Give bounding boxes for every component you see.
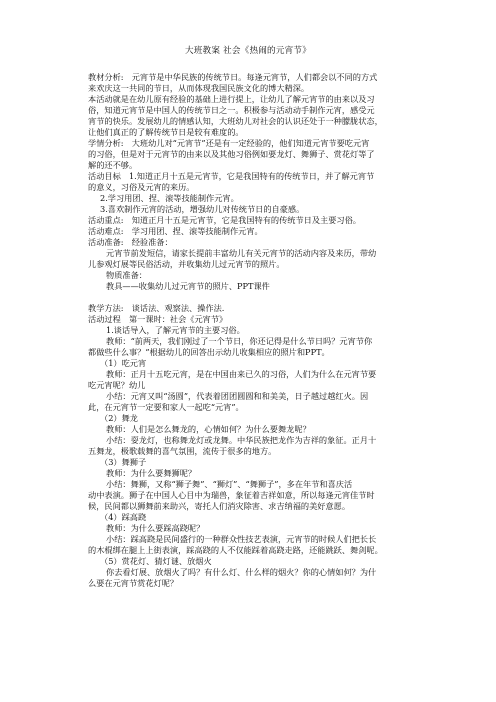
document-title: 大班教案 社会《热闹的元宵节》 bbox=[184, 46, 312, 56]
body-line: 活动准备: 经验准备： bbox=[88, 237, 173, 247]
body-line: 的习俗，但是对于元宵节的由来以及其他习俗例如要龙灯、舞狮子、赏花灯等了 bbox=[88, 149, 375, 159]
body-line: 五舞龙，极歌载舞的喜气氛围，流传于很多的地方。 bbox=[88, 446, 277, 456]
body-line: 的木棍绑在腿上上街表演，踩高跷的人不仅能踩着高跷走路，还能跳跃、舞剑呢。 bbox=[88, 545, 383, 555]
body-line: 教学方法: 谈话法、观察法、操作法. bbox=[88, 303, 225, 313]
body-line: 2.学习用团、捏、滚等技能制作元宵。 bbox=[100, 193, 239, 203]
body-line: 儿参观灯展等民俗活动，并收集幼儿过元宵节的照片。 bbox=[88, 259, 285, 269]
body-line: （2）舞龙 bbox=[100, 413, 138, 423]
body-line: （4）踩高跷 bbox=[100, 512, 147, 522]
body-line: 么要在元宵节赏花灯呢？ bbox=[88, 578, 179, 588]
body-line: 物质准备： bbox=[106, 270, 147, 280]
body-line: 让他们真正的了解传统节日是较有难度的。 bbox=[88, 127, 244, 137]
body-line: 来欢庆这一共同的节日，从而体现我国民族文化的博大精深。 bbox=[88, 83, 310, 93]
body-line: 1.谈话导入，了解元宵节的主要习俗。 bbox=[106, 325, 245, 335]
body-line: 教师：人们是怎么舞龙的，心情如何？为什么要舞龙呢？ bbox=[106, 424, 311, 434]
body-line: （5）赏花灯、猜灯谜、放烟火 bbox=[100, 556, 212, 566]
body-line: 活动过程 第一课时：社会《元宵节》 bbox=[88, 314, 228, 324]
body-line: 活动目标 1.知道正月十五是元宵节，它是我国特有的传统节日，并了解元宵节 bbox=[88, 171, 375, 181]
body-line: 活动重点: 知道正月十五是元宵节，它是我国特有的传统节日及主要习俗。 bbox=[88, 215, 361, 225]
body-line: 此，在元宵节一定要和家人一起吃“元宵”。 bbox=[88, 402, 244, 412]
body-line: 活动难点: 学习用团、捏、滚等技能制作元宵。 bbox=[88, 226, 263, 236]
body-line: 小结：耍龙灯，也称舞龙灯或龙舞。中华民族把龙作为吉祥的象征。正月十 bbox=[106, 435, 377, 445]
body-line: 动中表演。狮子在中国人心目中为瑞兽，象征着吉祥如意，所以每逢元宵佳节时 bbox=[88, 490, 375, 500]
body-line: 的意义，习俗及元宵的来历。 bbox=[88, 182, 195, 192]
body-line: 教材分析: 元宵节是中华民族的传统节日。每逢元宵节，人们都会以不同的方式 bbox=[88, 72, 378, 82]
body-line: 教师：为什么要踩高跷呢？ bbox=[106, 523, 205, 533]
body-line: （3）舞狮子 bbox=[100, 457, 147, 467]
body-line: 小结：踩高跷是民间盛行的一种群众性技艺表演，元宵节的时候人们把长长 bbox=[106, 534, 377, 544]
body-line: 本活动就是在幼儿原有经验的基础上进行提上，让幼儿了解元宵节的由来以及习 bbox=[88, 94, 375, 104]
body-line: 3.喜欢制作元宵的活动，增强幼儿对传统节日的自豪感。 bbox=[100, 204, 305, 214]
body-line: （1）吃元宵 bbox=[100, 358, 147, 368]
body-line: 小结：元宵又叫“汤圆”，代表着团团圆圆和和美美，日子越过越红火。因 bbox=[106, 391, 369, 401]
body-line: 教师：“前两天，我们刚过了一个节日，你还记得是什么节日吗？元宵节你 bbox=[106, 336, 373, 346]
body-line: 吃元宵呢？幼儿 bbox=[88, 380, 146, 390]
body-line: 宵节的快乐。发展幼儿的情感认知，大班幼儿对社会的认识还处于一种朦胧状态， bbox=[88, 116, 383, 126]
body-line: 都做些什么事？”根据幼儿的回答出示幼儿收集相应的照片和PPT。 bbox=[88, 347, 330, 357]
body-line: 俗，知道元宵节是中国人的传统节日之一。积极参与活动动手制作元宵，感受元 bbox=[88, 105, 375, 115]
body-line: 候，民间都以狮舞前来助兴，寄托人们消灾除害、求吉纳福的美好意愿。 bbox=[88, 501, 351, 511]
body-line: 教具——收集幼儿过元宵节的照片、PPT课件 bbox=[106, 281, 270, 291]
body-line: 小结：舞狮，又称“狮子舞”、“狮灯”、“舞狮子”，多在年节和喜庆活 bbox=[106, 479, 353, 489]
body-line: 教师：为什么要舞狮呢？ bbox=[106, 468, 197, 478]
body-line: 教师：正月十五吃元宵，是在中国由来已久的习俗，人们为什么在元宵节要 bbox=[106, 369, 377, 379]
body-line: 元宵节前发短信，请家长提前丰富幼儿有关元宵节的活动内容及来历，带幼 bbox=[106, 248, 377, 258]
body-line: 你去看灯展、放烟火了吗？有什么灯、什么样的烟火？你的心情如何？为什 bbox=[106, 567, 377, 577]
body-line: 学情分析: 大班幼儿对“元宵节”还是有一定经验的，他们知道元宵节要吃元宵 bbox=[88, 138, 370, 148]
body-line: 解的还不够。 bbox=[88, 160, 138, 170]
